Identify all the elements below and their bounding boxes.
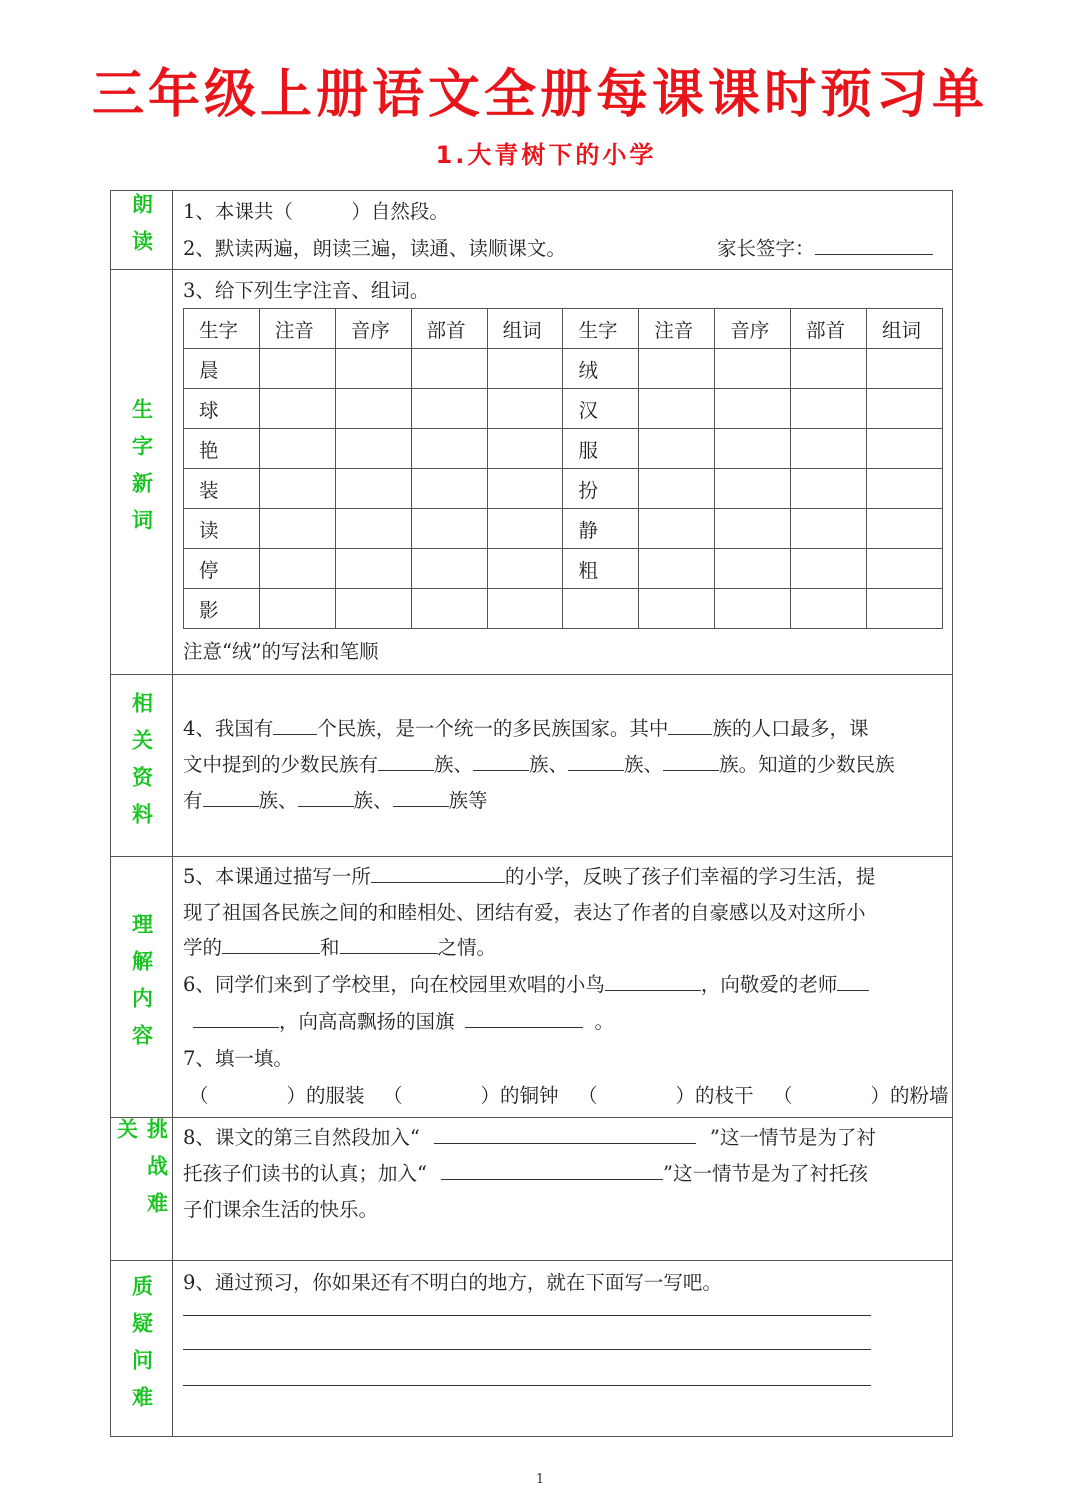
- table-row: 装 扮: [184, 469, 943, 509]
- header-cell: 注音: [259, 309, 335, 349]
- section-label: 质疑问难: [111, 1261, 173, 1437]
- document-title: 三年级上册语文全册每课课时预习单: [91, 65, 988, 125]
- header-cell: 注音: [639, 309, 715, 349]
- header-cell: 部首: [791, 309, 867, 349]
- section-label: 相关资料: [111, 675, 173, 856]
- header-cell: 组词: [867, 309, 943, 349]
- signature-label: 家长签字：: [717, 237, 815, 260]
- table-row: 晨 绒: [184, 349, 943, 389]
- fill-item[interactable]: （ ）的铜钟: [383, 1084, 559, 1107]
- question-4-line-1: 4、我国有 个民族，是一个统一的多民族国家。其中 族的人口最多，课: [183, 713, 868, 741]
- writing-line[interactable]: [183, 1385, 871, 1386]
- question-3: 3、给下列生字注音、组词。: [183, 279, 430, 302]
- question-8-line-1: 8、课文的第三自然段加入“ ”这一情节是为了衬: [183, 1122, 876, 1150]
- fill-item[interactable]: （ ）的服装: [189, 1084, 365, 1107]
- writing-line[interactable]: [183, 1315, 871, 1316]
- table-row: 读 静: [184, 509, 943, 549]
- signature-blank[interactable]: [815, 235, 933, 256]
- table-row: 影: [184, 589, 943, 629]
- parent-signature: [717, 233, 933, 261]
- fill-item[interactable]: （ ）的粉墙: [773, 1084, 949, 1107]
- header-cell: 生字: [563, 309, 639, 349]
- section-label: 理解内容: [111, 857, 173, 1117]
- section-understanding: [111, 857, 952, 1118]
- header-cell: 生字: [184, 309, 260, 349]
- lesson-title: 1.大青树下的小学: [435, 141, 657, 169]
- section-label: 朗读: [111, 191, 173, 269]
- header-cell: 音序: [715, 309, 791, 349]
- writing-line[interactable]: [183, 1349, 871, 1350]
- question-4-line-2: 文中提到的少数民族有 族、 族、 族、 族。知道的少数民族: [183, 749, 895, 777]
- question-1: 1、本课共（ ）自然段。: [183, 200, 449, 223]
- question-7: 7、填一填。: [183, 1047, 293, 1070]
- worksheet-table: [110, 190, 953, 1437]
- question-5-line-1: 5、本课通过描写一所 的小学，反映了孩子们幸福的学习生活，提: [183, 861, 875, 889]
- section-questions: [111, 1261, 952, 1437]
- section-challenge: [111, 1118, 952, 1261]
- section-characters: [111, 270, 952, 675]
- section-materials: [111, 675, 952, 857]
- section-label: 挑战难关: [111, 1118, 173, 1260]
- table-header-row: [184, 309, 943, 349]
- table-row: 球 汉: [184, 389, 943, 429]
- section-reading: [111, 191, 952, 270]
- question-8-line-3: 子们课余生活的快乐。: [183, 1198, 379, 1221]
- writing-note: 注意“绒”的写法和笔顺: [183, 640, 379, 663]
- page-number: 1: [535, 1472, 545, 1487]
- question-9: 9、通过预习，你如果还有不明白的地方，就在下面写一写吧。: [183, 1271, 722, 1294]
- character-table: [183, 308, 943, 629]
- header-cell: 组词: [487, 309, 563, 349]
- fill-item[interactable]: （ ）的枝干: [578, 1084, 754, 1107]
- header-cell: 部首: [411, 309, 487, 349]
- question-6-line-2: ，向高高飘扬的国旗 。: [193, 1006, 614, 1034]
- table-row: 停 粗: [184, 549, 943, 589]
- question-5-line-2: 现了祖国各民族之间的和睦相处、团结有爱，表达了作者的自豪感以及对这所小: [183, 901, 866, 924]
- question-6-line-1: 6、同学们来到了学校里，向在校园里欢唱的小鸟 ，向敬爱的老师: [183, 969, 869, 997]
- table-row: 艳 服: [184, 429, 943, 469]
- question-8-line-2: 托孩子们读书的认真；加入“ ”这一情节是为了衬托孩: [183, 1158, 868, 1186]
- header-cell: 音序: [335, 309, 411, 349]
- section-label: 生字新词: [111, 270, 173, 674]
- question-5-line-3: 学的 和 之情。: [183, 932, 496, 960]
- question-4-line-3: 有 族、 族、 族等: [183, 785, 488, 813]
- question-2: 2、默读两遍，朗读三遍，读通、读顺课文。: [183, 237, 566, 260]
